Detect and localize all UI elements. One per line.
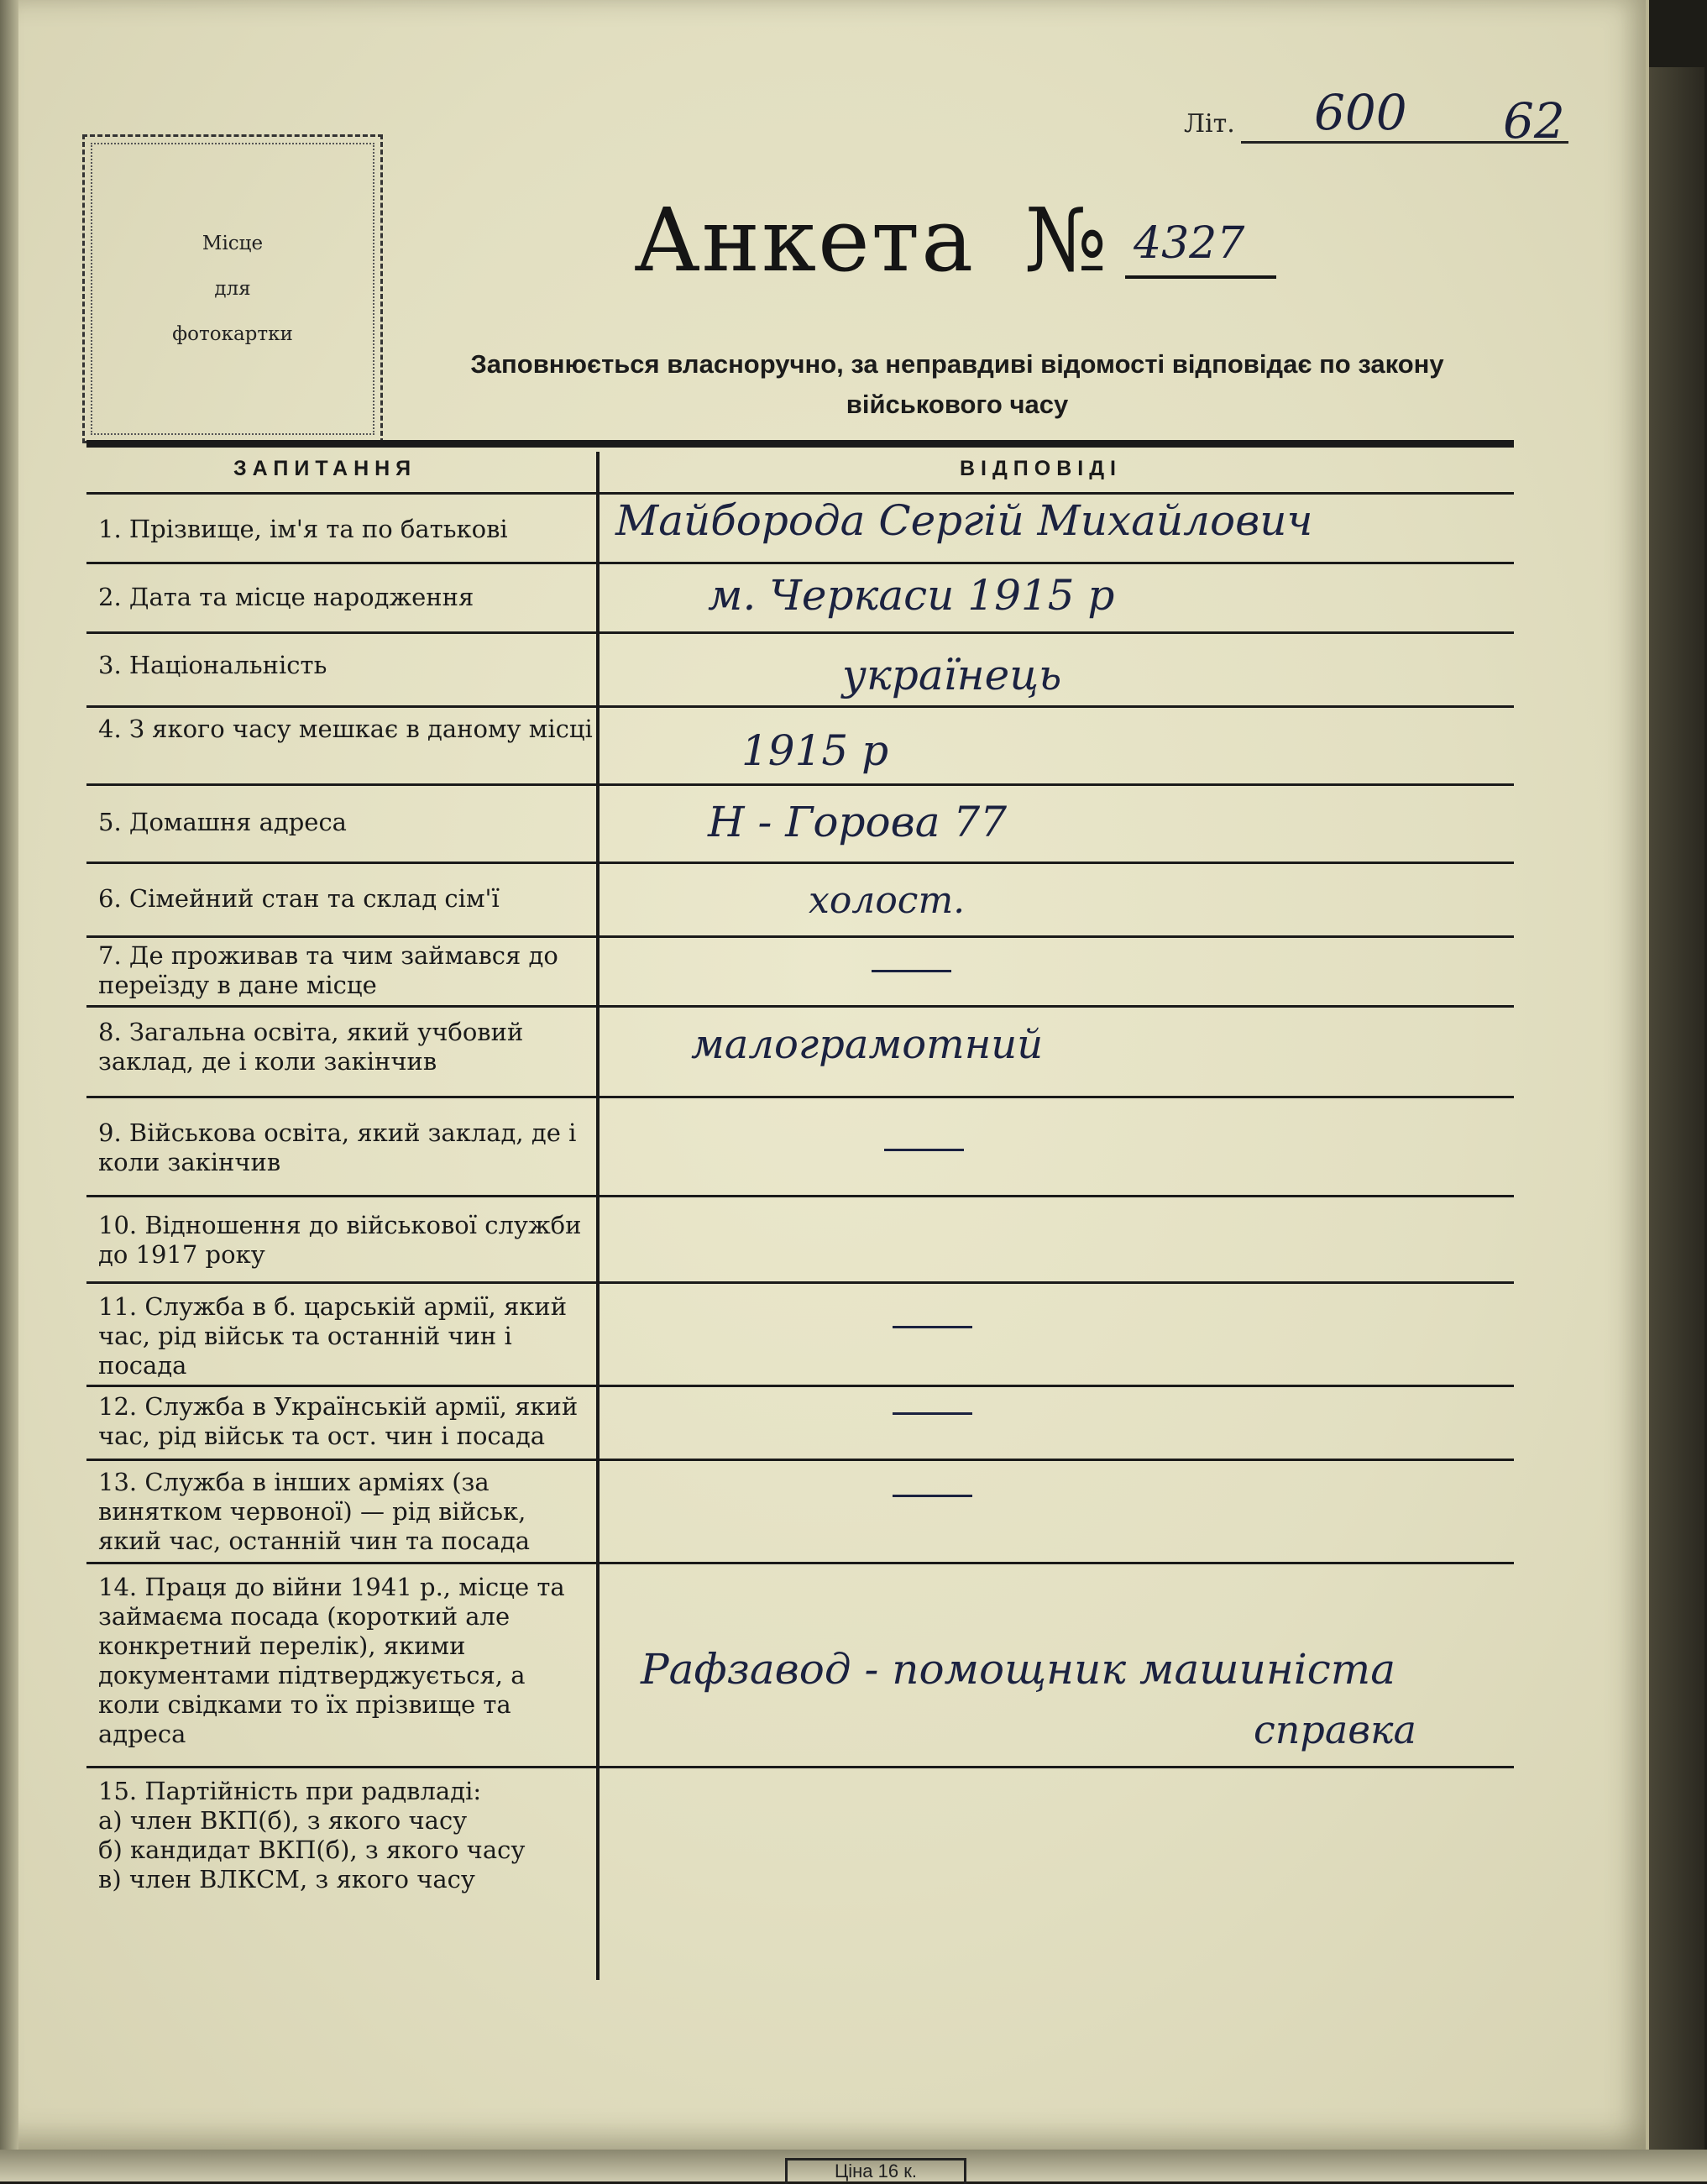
answer-text: холост. [809,879,966,922]
question-text: 9. Військова освіта, який заклад, де і коли закінчив [98,1118,577,1176]
table-row [86,786,1514,864]
answer-dash [893,1412,972,1415]
question-text: 7. Де проживав та чим займався до переїзду в дане місце [98,941,558,999]
form-number-underline [1125,275,1276,279]
photo-box-line-3: фотокартки [172,323,293,345]
answer-dash [884,1149,964,1151]
answer-text: Майборода Сергій Михайлович [615,496,1313,545]
form-subtitle [416,344,1499,425]
table-row [86,1768,1514,1920]
table-row [86,1197,1514,1284]
question-text: 1. Прізвище, ім'я та по батькові [98,515,508,543]
answer-text: 1915 р [741,726,889,775]
question-text: 10. Відношення до військової служби до 1917 року [98,1211,582,1269]
subtitle-line-2: військового часу [846,390,1069,419]
question-text: 13. Служба в інших арміях (за винятком червоної) — рід військ, який час, останній чин та посада [98,1468,531,1555]
table-row [86,634,1514,708]
form-title: Анкета [634,189,976,291]
lit-value-extra: 62 [1503,92,1565,149]
table-row [86,708,1514,786]
header-answers: ВІДПОВІДІ [960,457,1122,480]
table-header-row [86,452,1514,495]
question-text: 6. Сімейний стан та склад сім'ї [98,884,500,913]
table-row [86,864,1514,938]
table-row [86,1284,1514,1387]
question-text: 5. Домашня адреса [98,808,347,836]
question-text: 3. Національність [98,651,327,679]
answer-dash [893,1326,972,1328]
table-top-rule [86,440,1514,448]
question-text: 2. Дата та місце народження [98,583,474,611]
photo-box-line-1: Місце [202,233,264,254]
answer-text: Рафзавод - помощник машиніста [641,1645,1396,1694]
question-text: 11. Служба в б. царській армії, який час, рід військ та останній чин і посада [98,1292,568,1380]
table-row [86,1008,1514,1098]
photo-placeholder-box [82,134,383,443]
photo-box-line-2: для [214,278,251,300]
form-number: 4327 [1134,218,1245,269]
answer-text: Н - Горова 77 [708,798,1008,846]
question-text: 12. Служба в Українській армії, який час, рід військ та ост. чин і посада [98,1392,579,1450]
subtitle-line-1: Заповнюється власноручно, за неправдиві відомості відповідає по закону [470,349,1444,379]
table-row [86,1461,1514,1564]
binding-edge [0,0,18,2150]
answer-dash [893,1495,972,1497]
table-row [86,564,1514,634]
price-stamp: Ціна 16 к. [785,2158,966,2184]
question-text: 8. Загальна освіта, який учбовий заклад, де і коли закінчив [98,1018,524,1076]
questionnaire-table [86,440,1514,1977]
header-questions: ЗАПИТАННЯ [233,457,417,480]
answer-text: українець [842,651,1062,699]
question-text: 14. Праця до війни 1941 р., місце та займаєма посада (короткий але конкретний перелік), якими документами підтверджується, а коли свідками то їх прізвище та адреса [98,1573,565,1748]
question-text: 4. З якого часу мешкає в даному місці [98,715,593,743]
lit-value: 600 [1314,84,1407,141]
number-sign: № [1024,189,1107,291]
answer-text-line-2: справка [1254,1707,1416,1752]
table-row [86,1564,1514,1768]
answer-text: м. Черкаси 1915 р [708,571,1115,620]
lit-label: Літ. [1184,109,1235,139]
table-row [86,495,1514,564]
table-row [86,1387,1514,1461]
table-row [86,938,1514,1008]
answer-dash [872,970,951,972]
question-text: 15. Партійність при радвладі: а) член ВКП(б), з якого часу б) кандидат ВКП(б), з якого часу в) член ВЛКСМ, з якого часу [98,1777,526,1893]
table-row [86,1098,1514,1197]
answer-text: малограмотний [691,1021,1044,1068]
